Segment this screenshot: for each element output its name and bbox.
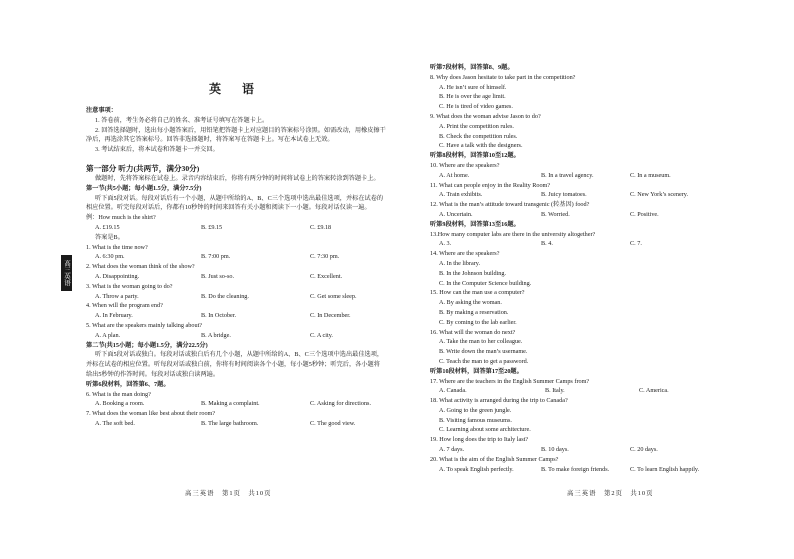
option: C. Get some sleep.	[310, 292, 357, 300]
option: B. In October.	[201, 312, 237, 320]
option: C. Positive.	[630, 210, 659, 218]
option: A. Going to the green jungle.	[439, 406, 512, 414]
option: C. £9.18	[310, 223, 332, 231]
note-3: 3. 考试结束后，将本试卷和答题卡一并交回。	[95, 146, 219, 154]
option-row	[86, 272, 386, 282]
example-answer: 答案是B。	[95, 233, 124, 241]
question-stem: 18. What activity is arranged during the trip to Canada?	[430, 397, 568, 405]
option: C. 7.	[630, 240, 642, 248]
option: A. Print the competition rules.	[439, 122, 514, 130]
option: B. Worried.	[541, 210, 570, 218]
question-stem: 14. Where are the speakers?	[430, 250, 500, 258]
section2-heading: 第二节(共15小题；每小题1.5分，满分22.5分)	[86, 341, 208, 349]
question-stem: 7. What does the woman like best about their room?	[86, 410, 216, 418]
question-stem: 1. What is the time now?	[86, 243, 148, 251]
option: B. Just so-so.	[201, 272, 235, 280]
option: B. £9.15	[201, 223, 223, 231]
exam-page-2	[397, 0, 794, 559]
page-footer: 高三英语 第1页 共10页	[185, 490, 272, 497]
section2-question-list	[86, 390, 386, 429]
page-footer: 高三英语 第2页 共10页	[567, 490, 654, 497]
question-stem: 2. What does the woman think of the show?	[86, 263, 195, 271]
question-stem: 3. What is the woman going to do?	[86, 282, 173, 290]
option-row	[86, 419, 386, 429]
option-row	[430, 190, 760, 200]
question-stem: 19. How long does the trip to Italy last?	[430, 436, 529, 444]
option: A. At home.	[439, 171, 470, 179]
option: B. 10 days.	[541, 446, 569, 454]
part1-intro: 做题时，先将答案标在试卷上。录音内容结束后，你将有两分钟的时间将试卷上的答案转涂到答题卡上。	[95, 174, 380, 182]
question-stem: 17. Where are the teachers in the English Summer Camps from?	[430, 377, 590, 385]
option: A. Uncertain.	[439, 210, 473, 218]
option: A. 3.	[439, 240, 452, 248]
page-1-content	[86, 82, 386, 429]
option: B. In the Johnson building.	[439, 269, 507, 277]
option: C. 7:30 pm.	[310, 253, 340, 261]
part1-heading: 第一部分 听力(共两节，满分30分)	[86, 163, 200, 173]
question-stem: 12. What is the man’s attitude toward transgenic (转基因) food?	[430, 201, 590, 209]
question-stem: 9. What does the woman advise Jason to do?	[430, 112, 541, 120]
page-2-content	[430, 63, 760, 474]
question-stem: 10. Where are the speakers?	[430, 161, 500, 169]
option: C. By coming to the lab earlier.	[439, 318, 517, 326]
section1-intro: 听下面5段对话。每段对话后有一个小题，从题中所给的A、B、C三个选项中选出最佳选项，并标在试卷的相应位置。听完每段对话后，你都有10秒钟的时间来回答有关小题和阅读下一小题。每段对话仅读一遍。	[86, 194, 384, 212]
option: C. America.	[639, 387, 669, 395]
option-row	[430, 386, 760, 396]
option: C. Excellent.	[310, 272, 343, 280]
option: C. Learning about some architecture.	[439, 426, 531, 434]
option: A. 7 days.	[439, 446, 465, 454]
option: B. A bridge.	[201, 331, 231, 339]
question-stem: 20. What is the aim of the English Summer Camps?	[430, 455, 559, 463]
option: C. In the Computer Science building.	[439, 279, 532, 287]
example-options	[86, 223, 386, 233]
option-row	[86, 292, 386, 302]
option: A. To speak English perfectly.	[439, 465, 514, 473]
option: A. In February.	[95, 312, 133, 320]
option: C. To learn English happily.	[630, 465, 700, 473]
option-row	[86, 331, 386, 341]
option: B. Italy.	[545, 387, 565, 395]
option: B. The large bathroom.	[201, 419, 259, 427]
option: C. 20 days.	[630, 446, 658, 454]
option: B. Making a complaint.	[201, 400, 260, 408]
option: B. Visiting famous museums.	[439, 416, 512, 424]
section2-intro: 听下面5段对话或独白。每段对话或独白后有几个小题，从题中所给的A、B、C三个选项中选出最佳选项，并标在试卷的相应位置。听每段对话或独白前，你将有时间阅读各个小题，每小题5秒钟；听完后，各小题将给出5秒钟的作答时间。每段对话或独白读两遍。	[86, 351, 384, 378]
option-row	[430, 239, 760, 249]
option: A. Take the man to her colleague.	[439, 338, 523, 346]
option: A. The soft bed.	[95, 419, 135, 427]
question-stem: 5. What are the speakers mainly talking about?	[86, 321, 203, 329]
question-stem: 16. What will the woman do next?	[430, 328, 516, 336]
material-heading: 听第8段材料，回答第10至12题。	[430, 152, 520, 160]
option: B. He is over the age limit.	[439, 93, 506, 101]
option: C. In a museum.	[630, 171, 671, 179]
option: B. Write down the man’s username.	[439, 348, 528, 356]
option: C. New York’s scenery.	[630, 191, 689, 199]
notes-heading: 注意事项：	[86, 107, 117, 114]
material-6-heading: 听第6段材料，回答第6、7题。	[86, 380, 170, 388]
option: B. By making a reservation.	[439, 308, 509, 316]
option: A. £19.15	[95, 223, 120, 231]
note-1: 1. 答卷前，考生务必将自己的姓名、准考证号填写在答题卡上。	[95, 116, 269, 124]
option: C. A city.	[310, 331, 333, 339]
material-heading: 听第9段材料，回答第13至16题。	[430, 220, 520, 228]
option: A. Throw a party.	[95, 292, 139, 300]
side-tab-label: 高三英语	[61, 255, 72, 291]
option: B. 4.	[541, 240, 553, 248]
option: C. Asking for directions.	[310, 400, 372, 408]
option: B. Check the competition rules.	[439, 132, 518, 140]
option-row	[86, 311, 386, 321]
option: C. In December.	[310, 312, 351, 320]
option-row	[430, 465, 760, 475]
option-row	[86, 399, 386, 409]
option: A. 6:30 pm.	[95, 253, 125, 261]
material-heading: 听第7段材料，回答第8、9题。	[430, 64, 514, 71]
option-row	[430, 171, 760, 181]
option: B. To make foreign friends.	[541, 465, 610, 473]
option-row	[430, 210, 760, 220]
option-row	[430, 445, 760, 455]
option: A. In the library.	[439, 259, 481, 267]
option-row	[86, 252, 386, 262]
option: C. Have a talk with the designers.	[439, 142, 523, 150]
option: B. 7:00 pm.	[201, 253, 231, 261]
option: A. Disappointing.	[95, 272, 140, 280]
question-stem: 11. What can people enjoy in the Reality Room?	[430, 181, 551, 189]
note-2: 2. 回答选择题时，选出每小题答案后，用铅笔把答题卡上对应题目的答案标号涂黑。如需改动，用橡皮擦干净后，再选涂其它答案标号。回答非选择题时，将答案写在答题卡上。写在本试卷上无效。	[86, 126, 386, 144]
question-stem: 13.How many computer labs are there in the university altogether?	[430, 230, 596, 238]
page-title: 英 语	[208, 82, 263, 96]
section1-heading: 第一节(共5小题；每小题1.5分，满分7.5分)	[86, 184, 202, 192]
option: C. Teach the man to get a password.	[439, 357, 529, 365]
option: A. Booking a room.	[95, 400, 145, 408]
option: A. Train exhibits.	[439, 191, 483, 199]
option: C. He is tired of video games.	[439, 103, 513, 111]
question-stem: 4. When will the program end?	[86, 302, 163, 310]
option: A. Canada.	[439, 387, 467, 395]
option: A. A plan.	[95, 331, 121, 339]
question-stem: 15. How can the man use a computer?	[430, 289, 525, 297]
question-stem: 6. What is the man doing?	[86, 390, 151, 398]
option: B. Juicy tomatoes.	[541, 191, 587, 199]
option: B. Do the cleaning.	[201, 292, 249, 300]
section1-question-list	[86, 243, 386, 341]
example-question: 例：How much is the shirt?	[86, 214, 156, 222]
option: B. In a travel agency.	[541, 171, 594, 179]
option: A. He isn’t sure of himself.	[439, 83, 507, 91]
question-stem: 8. Why does Jason hesitate to take part in the competition?	[430, 73, 576, 81]
option: C. The good view.	[310, 419, 356, 427]
material-heading: 听第10段材料，回答第17至20题。	[430, 367, 523, 375]
option: A. By asking the woman.	[439, 299, 502, 307]
